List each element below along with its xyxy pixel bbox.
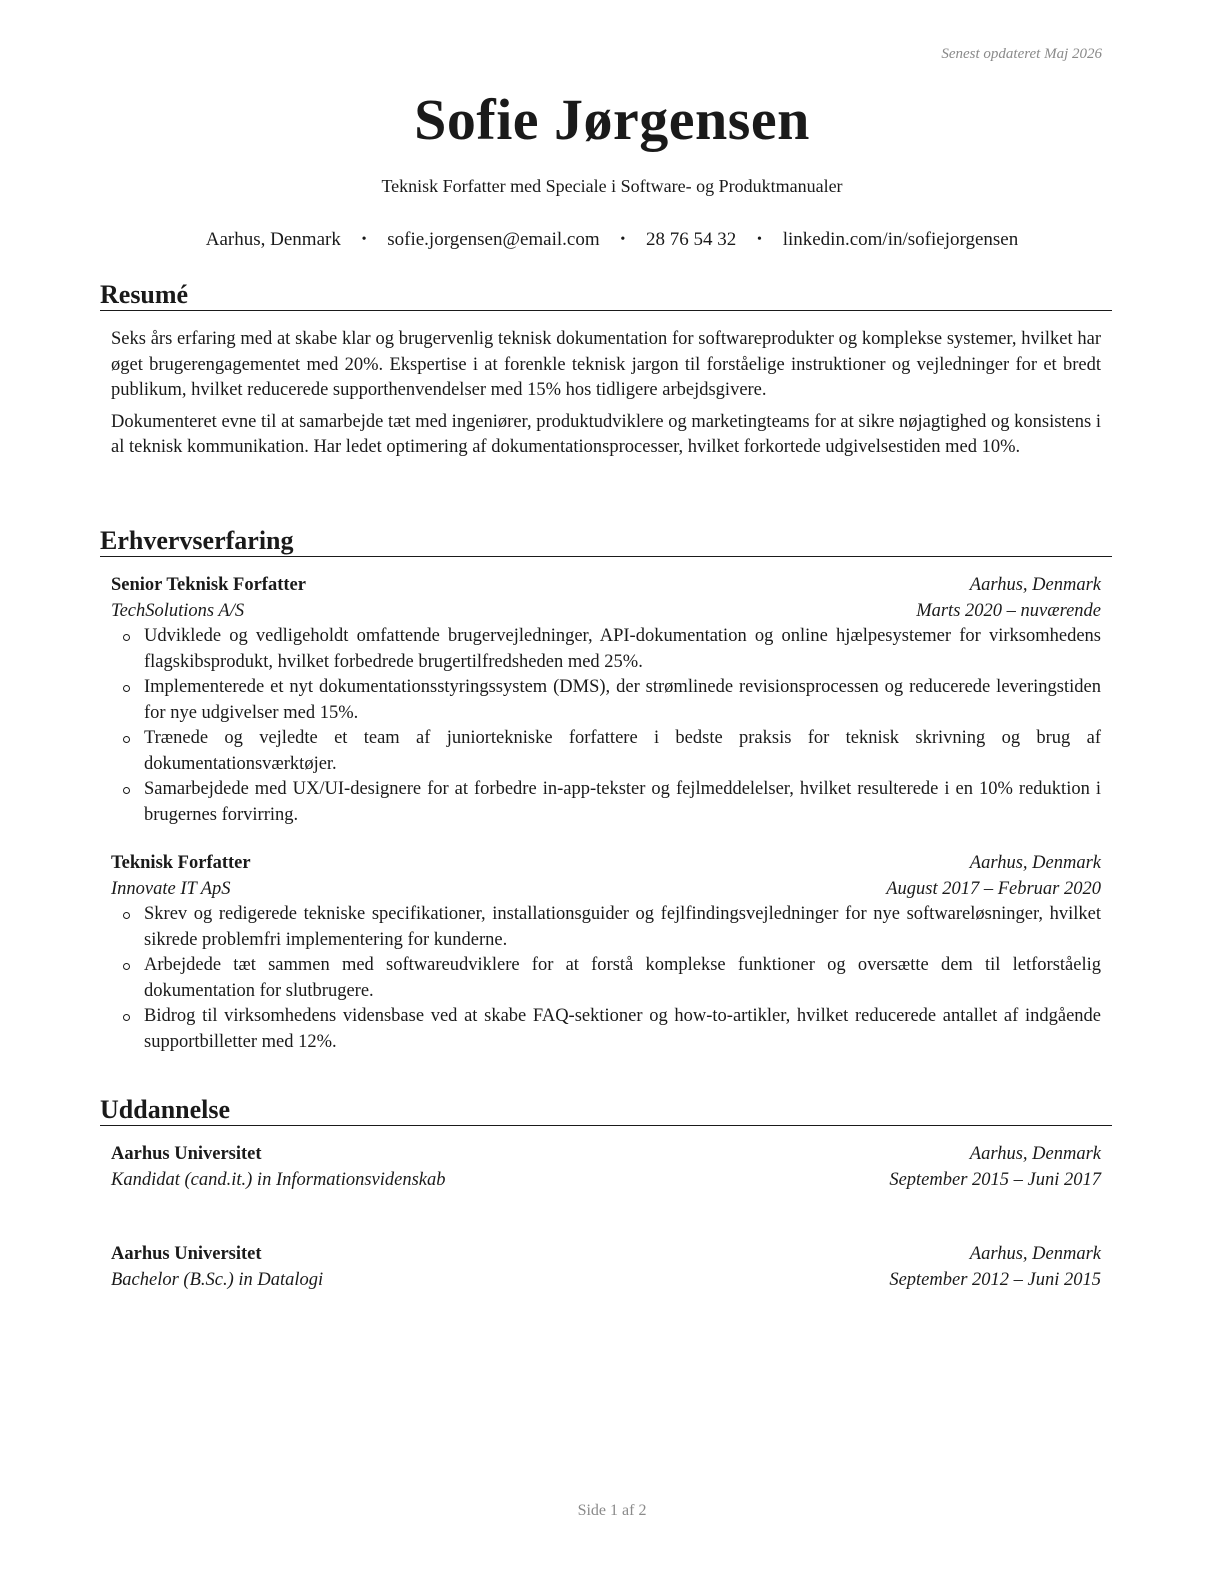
job-role: Teknisk Forfatter — [111, 853, 251, 873]
contact-line — [0, 229, 1224, 251]
list-item: Bidrog til virksomhedens vidensbase ved at skabe FAQ-sektioner og how-to-artikler, hvilket reducerede antallet af indgående supportbilletter med 12%. — [111, 1004, 1101, 1055]
list-item: Arbejdede tæt sammen med softwareudviklere for at forstå komplekse funktioner og oversætte dem til letforståelig dokumentation for slutbrugere. — [111, 953, 1101, 1004]
contact-phone: 28 76 54 32 — [646, 229, 737, 250]
degree: Bachelor (B.Sc.) in Datalogi — [111, 1269, 324, 1290]
page-number: Side 1 af 2 — [577, 1502, 647, 1519]
school-name: Aarhus Universitet — [111, 1144, 262, 1164]
section-title-summary: Resumé — [100, 280, 1112, 311]
circle-bullet-icon — [123, 963, 130, 970]
list-item: Udviklede og vedligeholdt omfattende brugervejledninger, API-dokumentation og online hjælpesystemer for virksomhedens flagskibsprodukt, hvilket forbedrede brugertilfredsheden med 25%. — [111, 624, 1101, 675]
section-title-education: Uddannelse — [100, 1095, 1112, 1126]
job-location: Aarhus, Denmark — [969, 575, 1101, 595]
bullet-separator-icon: • — [361, 232, 367, 247]
job-dates: Marts 2020 – nuværende — [916, 600, 1101, 621]
candidate-name: Sofie Jørgensen — [414, 87, 810, 152]
education-dates: September 2012 – Juni 2015 — [889, 1269, 1101, 1290]
contact-location: Aarhus, Denmark — [205, 229, 341, 250]
list-item: Skrev og redigerede tekniske specifikationer, installationsguider og fejlfindingsvejledninger for nye softwareløsninger, hvilket sikrede problemfri implementering for kunderne. — [111, 902, 1101, 953]
bullet-separator-icon: • — [757, 232, 762, 247]
education-entry — [111, 1242, 1101, 1293]
summary-block — [111, 327, 1101, 467]
job-company: TechSolutions A/S — [111, 600, 245, 621]
school-location: Aarhus, Denmark — [969, 1244, 1101, 1264]
job-entry — [111, 851, 1101, 1055]
summary-paragraph: Seks års erfaring med at skabe klar og brugervenlig teknisk dokumentation for softwareprodukter og komplekse systemer, hvilket har øget brugerengagementet med 20%. Ekspertise i at forenkle teknisk jargon til forståelige instruktioner og vejledninger for et bredt publikum, hvilket reducerede supporthenvendelser med 15% hos tidligere arbejdsgivere. — [111, 329, 1101, 400]
job-entry — [111, 573, 1101, 828]
school-location: Aarhus, Denmark — [969, 1144, 1101, 1164]
contact-email[interactable]: sofie.jorgensen@email.com — [387, 229, 600, 250]
school-name: Aarhus Universitet — [111, 1244, 262, 1264]
degree: Kandidat (cand.it.) in Informationsvidenskab — [111, 1169, 446, 1190]
job-location: Aarhus, Denmark — [969, 853, 1101, 873]
last-updated: Senest opdateret Maj 2026 — [941, 46, 1102, 62]
job-dates: August 2017 – Februar 2020 — [886, 878, 1101, 899]
job-role: Senior Teknisk Forfatter — [111, 575, 306, 595]
circle-bullet-icon — [123, 787, 130, 794]
list-item: Trænede og vejledte et team af juniortekniske forfattere i bedste praksis for teknisk skrivning og brug af dokumentationsværktøjer. — [111, 726, 1101, 777]
list-item: Samarbejdede med UX/UI-designere for at forbedre in-app-tekster og fejlmeddelelser, hvilket resulterede i en 10% reduktion i brugernes forvirring. — [111, 777, 1101, 828]
job-company: Innovate IT ApS — [111, 878, 231, 899]
circle-bullet-icon — [123, 1014, 130, 1021]
circle-bullet-icon — [123, 736, 130, 743]
circle-bullet-icon — [123, 685, 130, 692]
circle-bullet-icon — [123, 912, 130, 919]
list-item: Implementerede et nyt dokumentationsstyringssystem (DMS), der strømlinede revisionsprocessen og reducerede leveringstiden for nye udgivelser med 15%. — [111, 675, 1101, 726]
summary-paragraph: Dokumenteret evne til at samarbejde tæt med ingeniører, produktudviklere og marketingteams for at sikre nøjagtighed og konsistens i al teknisk kommunikation. Har ledet optimering af dokumentationsprocesser, hvilket forkortede udgivelsestiden med 10%. — [111, 411, 1101, 457]
circle-bullet-icon — [123, 634, 130, 641]
job-bullets — [111, 624, 1101, 828]
bullet-separator-icon: • — [620, 232, 626, 247]
headline: Teknisk Forfatter med Speciale i Software- og Produktmanualer — [381, 176, 843, 196]
education-dates: September 2015 – Juni 2017 — [889, 1169, 1101, 1190]
section-title-experience: Erhvervserfaring — [100, 526, 1112, 557]
education-entry — [111, 1142, 1101, 1193]
job-bullets — [111, 902, 1101, 1055]
contact-linkedin[interactable]: linkedin.com/in/sofiejorgensen — [782, 229, 1019, 250]
